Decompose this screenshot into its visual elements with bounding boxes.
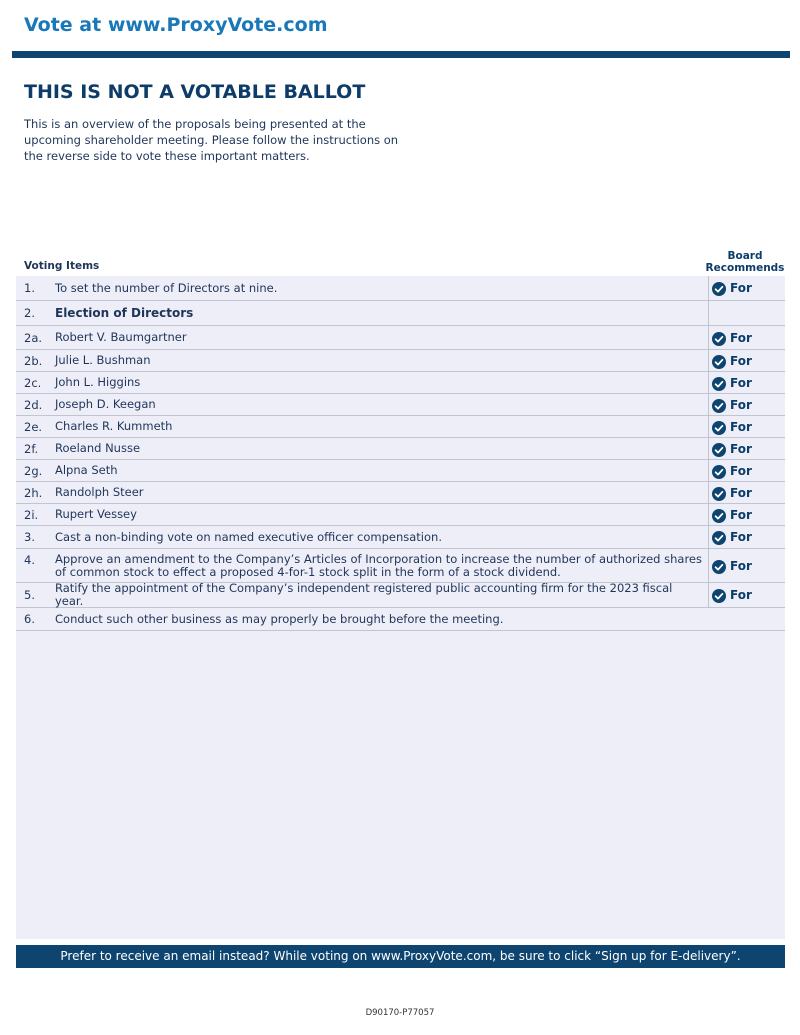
item-recommendation [708,504,785,525]
check-circle-icon [712,442,726,456]
item-number: 3. [24,530,35,544]
board-header-line2: Recommends [705,262,785,274]
item-number: 2h. [24,485,43,500]
item-number: 6. [24,612,35,626]
item-row [16,350,785,372]
document-code: D90170-P77057 [365,1008,435,1018]
item-row [16,583,785,608]
item-row [16,549,785,583]
check-circle-icon [712,420,726,434]
check-circle-icon [712,376,726,390]
check-circle-icon [712,508,726,522]
item-recommendation [708,526,785,548]
for-label: For [730,375,752,390]
item-text: Roeland Nusse [55,441,141,455]
item-number: 2a. [24,330,43,345]
item-row [16,276,785,301]
item-recommendation [708,460,785,481]
item-row [16,438,785,460]
item-text: Randolph Steer [55,485,144,499]
check-circle-icon [712,530,726,544]
check-circle-icon [712,331,726,345]
item-text: Joseph D. Keegan [55,397,156,411]
for-label: For [730,588,752,602]
intro-text: This is an overview of the proposals being presented at the upcoming shareholder meeting. Please follow the instructions on the reverse side to vote these important matters. [24,117,399,163]
for-label: For [730,330,752,345]
for-label: For [730,353,752,368]
item-text: John L. Higgins [55,375,141,389]
check-circle-icon [712,281,726,295]
item-text: Alpna Seth [55,463,118,477]
item-text: Ratify the appointment of the Company’s independent registered public accounting firm for the 2023 fiscal year. [55,581,673,608]
board-header-line1: Board [727,250,763,262]
item-number: 2c. [24,375,42,390]
item-text: Robert V. Baumgartner [55,330,187,344]
item-number: 5. [24,588,35,602]
for-label: For [730,281,752,295]
item-text: Approve an amendment to the Company’s Articles of Incorporation to increase the number of authorized shares of common stock to effect a proposed 4-for-1 stock split in the form of a stock dividend. [55,552,702,579]
board-recommends-header [704,250,786,274]
check-circle-icon [712,464,726,478]
item-recommendation [708,350,785,371]
item-number: 2i. [24,507,39,522]
item-row [16,416,785,438]
item-number: 2f. [24,441,39,456]
item-number: 2g. [24,463,43,478]
item-text: Julie L. Bushman [55,353,151,367]
check-circle-icon [712,588,726,602]
for-label: For [730,507,752,522]
item-recommendation [708,276,785,300]
item-number: 2b. [24,353,43,368]
item-recommendation [708,394,785,415]
proxyvote-link[interactable]: Vote at www.ProxyVote.com [24,14,328,36]
edelivery-banner: Prefer to receive an email instead? While voting on www.ProxyVote.com, be sure to click “Sign up for E-delivery”. [16,945,785,968]
page-title: THIS IS NOT A VOTABLE BALLOT [24,81,366,103]
item-recommendation [708,416,785,437]
item-recommendation [708,482,785,503]
for-label: For [730,419,752,434]
item-text: To set the number of Directors at nine. [55,280,278,295]
item-recommendation [708,326,785,349]
for-label: For [730,530,752,544]
for-label: For [730,397,752,412]
voting-items-table [16,276,785,631]
item-number: 1. [24,281,35,295]
item-row [16,608,785,631]
item-number: 2d. [24,397,43,412]
item-number: 2. [24,306,35,320]
item-recommendation [708,301,785,325]
check-circle-icon [712,559,726,573]
item-recommendation [708,583,785,607]
item-row [16,504,785,526]
for-label: For [730,441,752,456]
item-text: Charles R. Kummeth [55,419,173,433]
item-row [16,460,785,482]
item-number: 4. [24,553,35,567]
item-text: Cast a non-binding vote on named executive officer compensation. [55,529,442,544]
item-recommendation [708,549,785,582]
item-row [16,301,785,326]
item-row [16,394,785,416]
for-label: For [730,558,752,573]
item-text: Conduct such other business as may properly be brought before the meeting. [55,611,504,626]
item-recommendation [708,372,785,393]
for-label: For [730,463,752,478]
item-text: Election of Directors [55,305,194,320]
item-row [16,326,785,350]
item-text: Rupert Vessey [55,507,137,521]
voting-items-header: Voting Items [24,260,100,272]
for-label: For [730,485,752,500]
item-row [16,372,785,394]
header-rule [12,51,790,58]
check-circle-icon [712,354,726,368]
check-circle-icon [712,398,726,412]
item-recommendation [708,438,785,459]
item-row [16,526,785,549]
check-circle-icon [712,486,726,500]
item-number: 2e. [24,419,43,434]
item-row [16,482,785,504]
